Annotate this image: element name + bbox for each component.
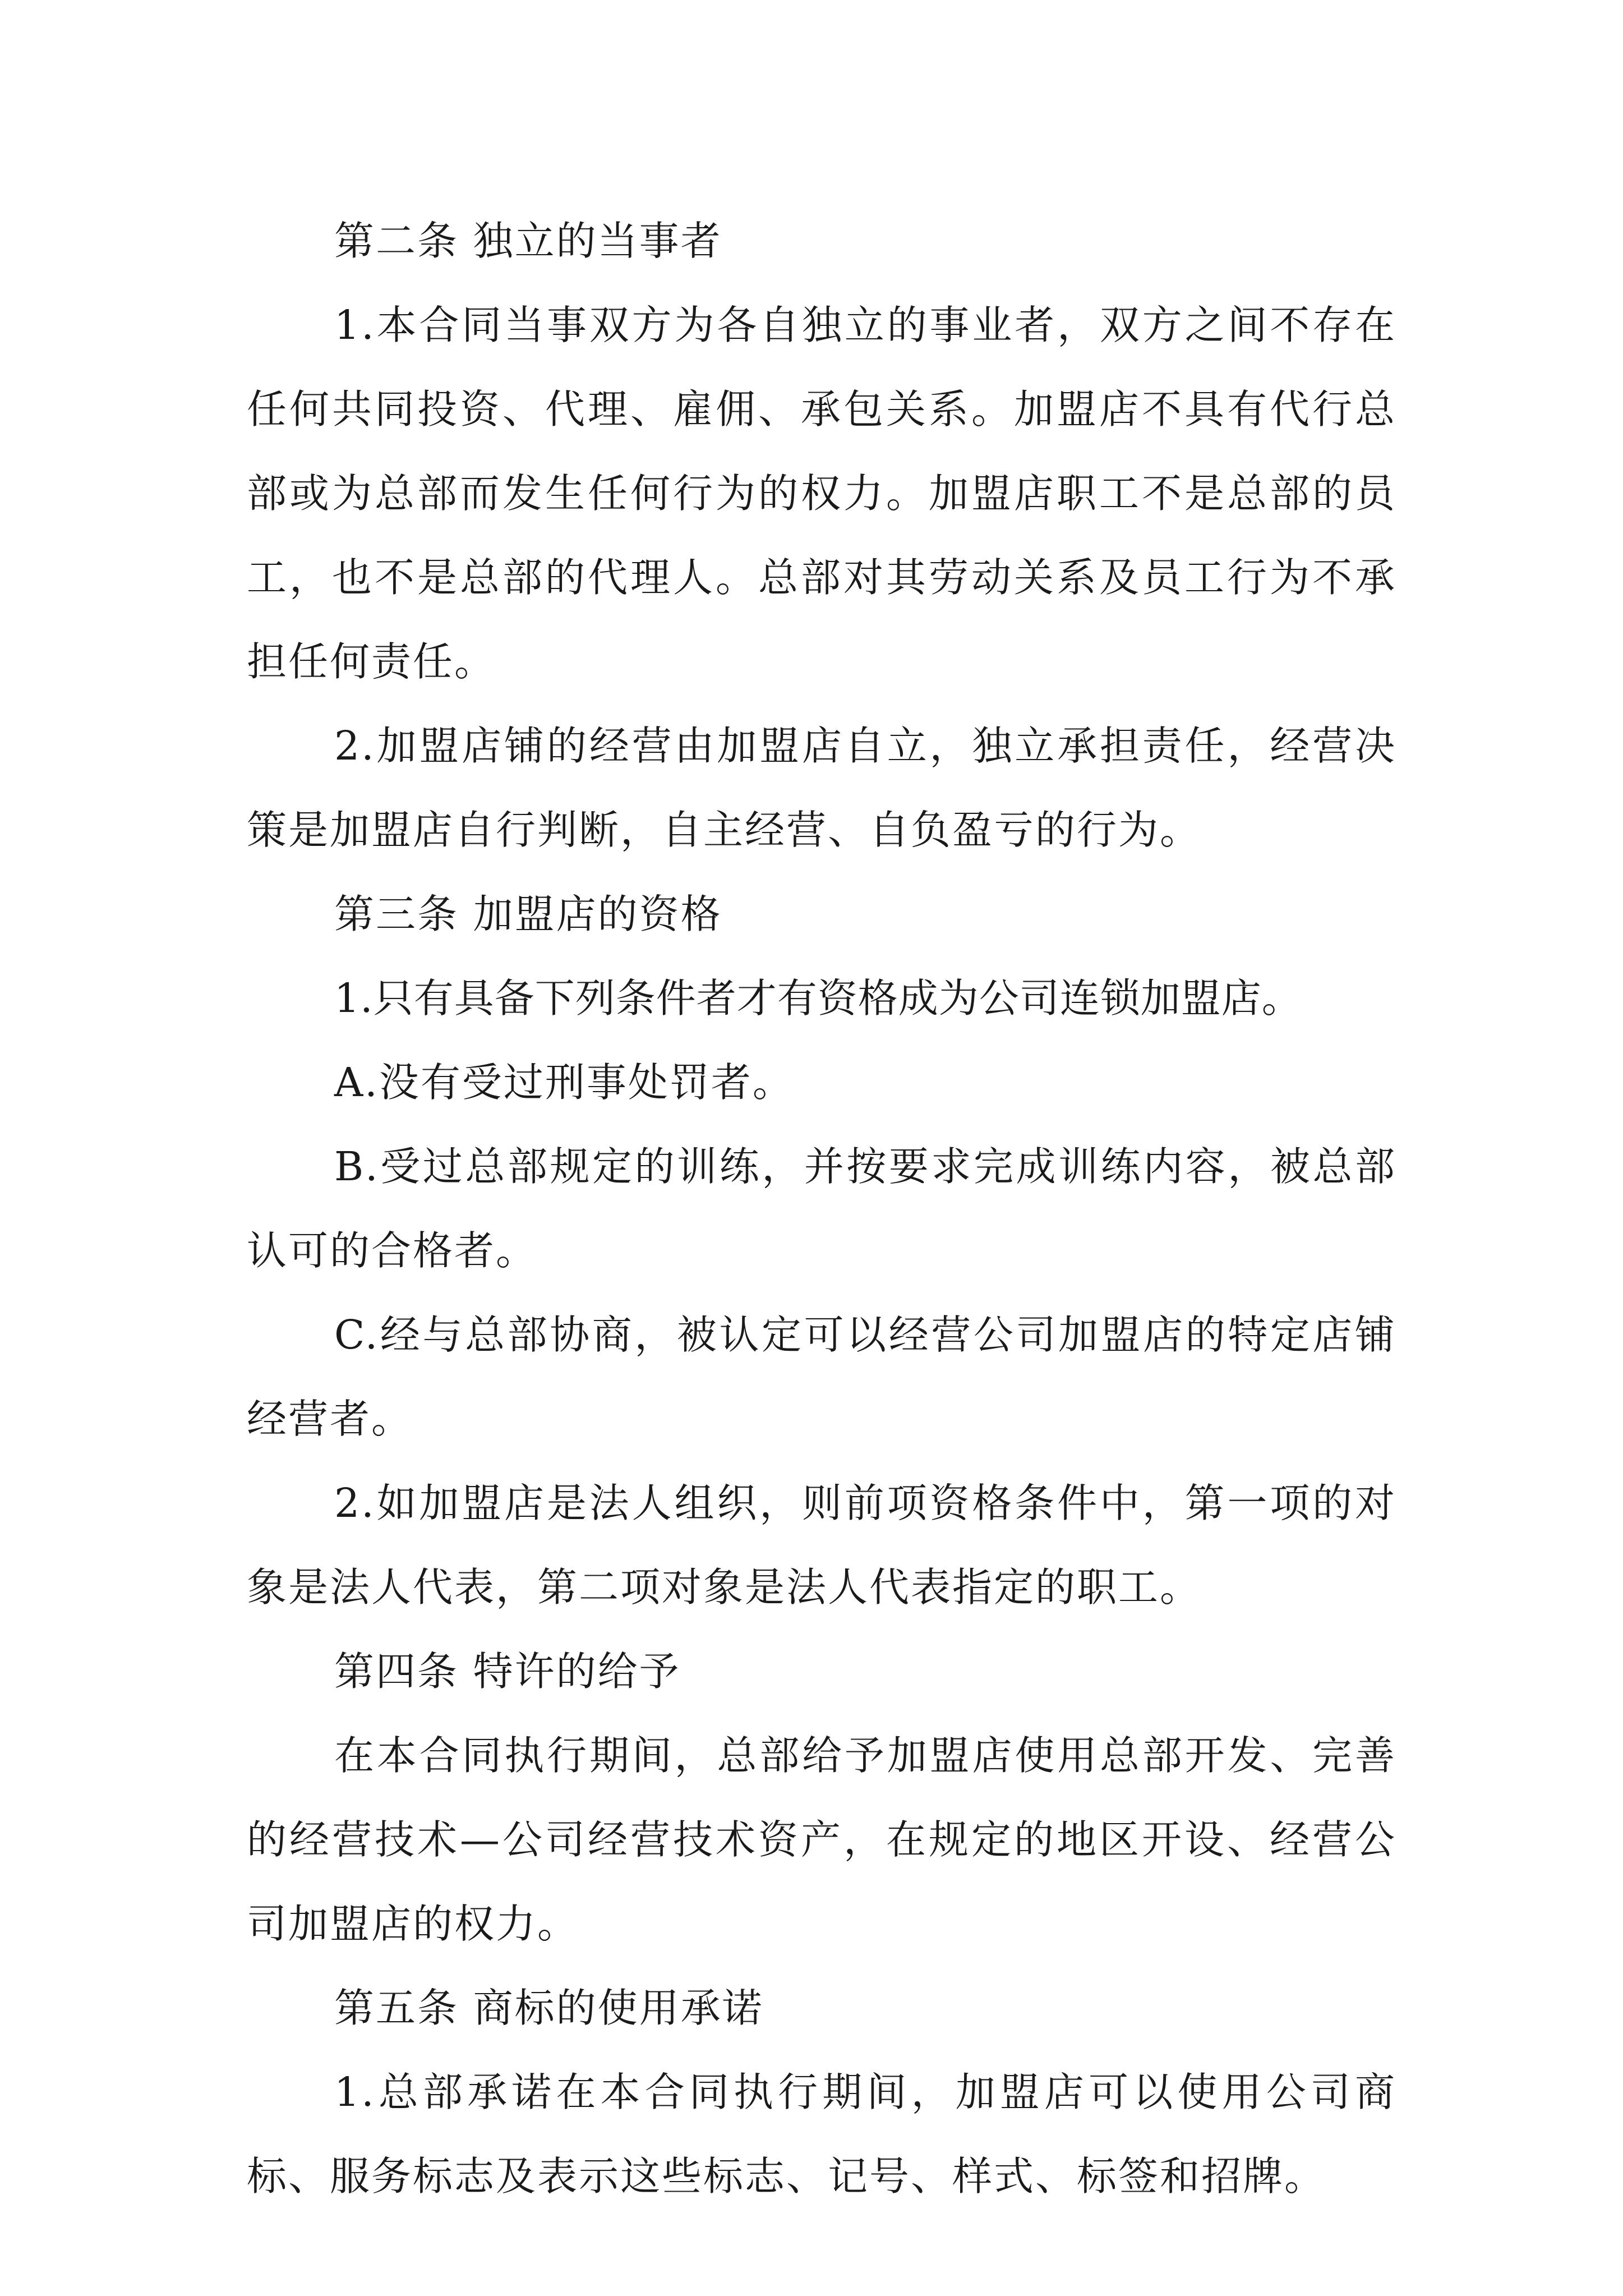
paragraph: A.没有受过刑事处罚者。 [334, 1059, 794, 1106]
paragraph: B.受过总部规定的训练，并按要求完成训练内容，被总部认可的合格者。 [247, 1143, 1396, 1274]
article-heading: 第三条 加盟店的资格 [334, 891, 722, 937]
paragraph: 1.总部承诺在本合同执行期间，加盟店可以使用公司商标、服务标志及表示这些标志、记号、样式、标签和招牌。 [247, 2069, 1396, 2200]
article-heading: 第五条 商标的使用承诺 [334, 1985, 764, 2031]
paragraph: C.经与总部协商，被认定可以经营公司加盟店的特定店铺经营者。 [247, 1312, 1396, 1442]
document-body [247, 199, 1396, 2219]
article-heading: 第四条 特许的给予 [334, 1648, 681, 1695]
paragraph: 在本合同执行期间，总部给予加盟店使用总部开发、完善的经营技术—公司经营技术资产，在规定的地区开设、经营公司加盟店的权力。 [247, 1732, 1396, 1947]
paragraph: 2.加盟店铺的经营由加盟店自立，独立承担责任，经营决策是加盟店自行判断，自主经营、自负盈亏的行为。 [247, 723, 1396, 853]
paragraph: 2.如加盟店是法人组织，则前项资格条件中，第一项的对象是法人代表，第二项对象是法人代表指定的职工。 [247, 1480, 1396, 1611]
paragraph: 1.只有具备下列条件者才有资格成为公司连锁加盟店。 [334, 975, 1302, 1022]
article-heading: 第二条 独立的当事者 [334, 218, 722, 264]
paragraph: 1.本合同当事双方为各自独立的事业者，双方之间不存在任何共同投资、代理、雇佣、承包关系。加盟店不具有代行总部或为总部而发生任何行为的权力。加盟店职工不是总部的员工，也不是总部的代理人。总部对其劳动关系及员工行为不承担任何责任。 [247, 302, 1396, 685]
